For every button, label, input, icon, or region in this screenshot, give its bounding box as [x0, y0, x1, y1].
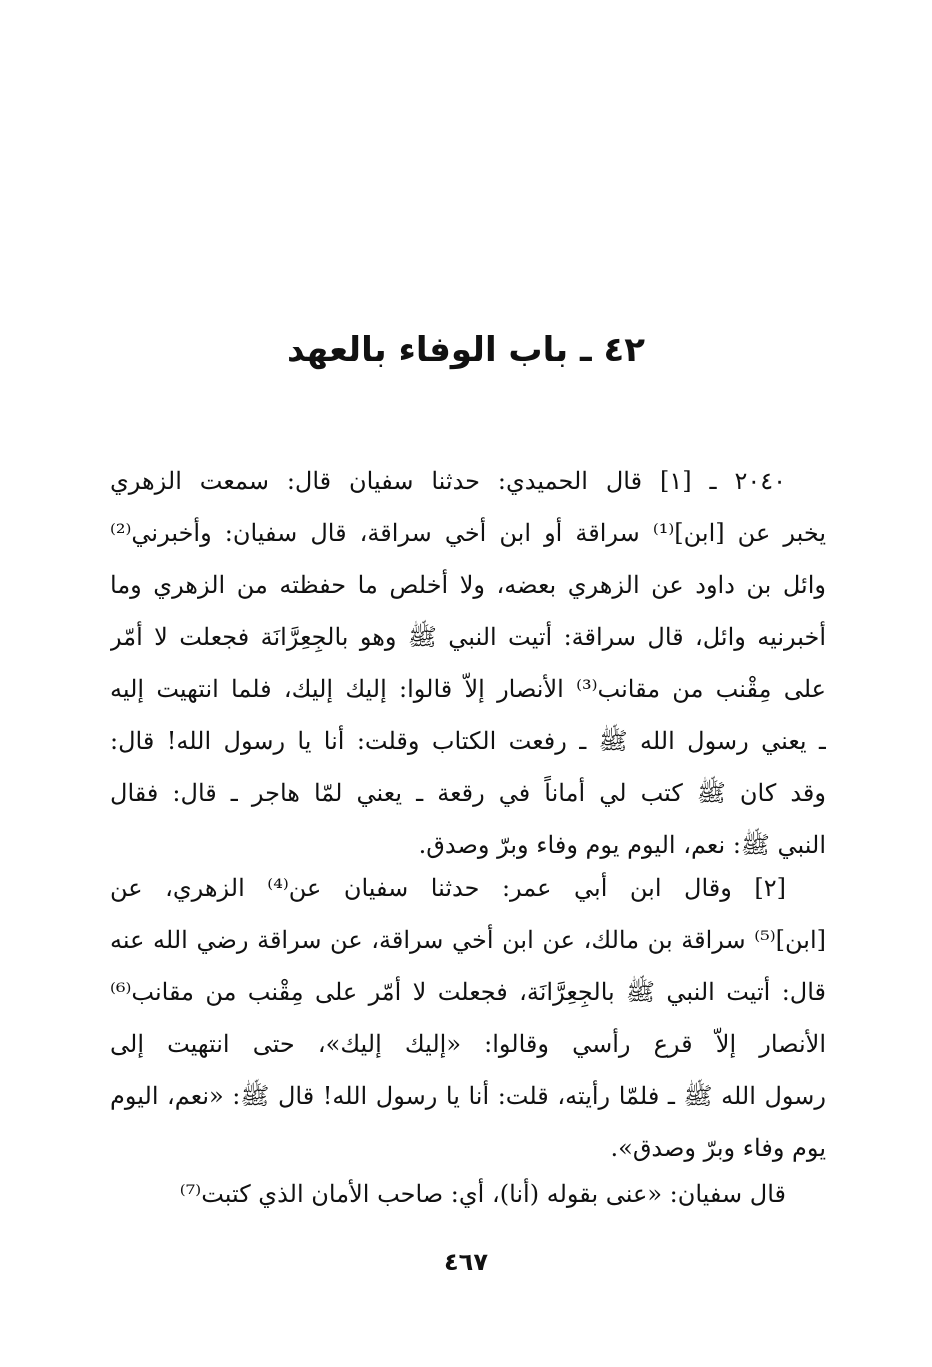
text-line: قال: أتيت النبي ﷺ بالجِعِرَّانَة، فجعلت لا أمّر على مِقْنب من مقانب⁽⁶⁾ [110, 978, 826, 1006]
text-line: [٢] وقال ابن أبي عمر: حدثنا سفيان عن⁽⁴⁾ الزهري، عن [110, 874, 786, 902]
hadith-paragraph-3 [110, 1168, 826, 1220]
text-line: على مِقْنب من مقانب⁽³⁾ الأنصار إلاّ قالوا: إليك إليك، فلما انتهيت إليه [110, 675, 826, 703]
text-line: يوم وفاء وبرّ وصدق». [610, 1134, 826, 1162]
text-line: وائل بن داود عن الزهري بعضه، ولا أخلص ما حفظته من الزهري وما [110, 571, 826, 599]
text-line: النبي ﷺ: نعم، اليوم يوم وفاء وبرّ وصدق. [418, 831, 826, 859]
text-line: ٢٠٤٠ ـ [١] قال الحميدي: حدثنا سفيان قال: سمعت الزهري [110, 467, 786, 495]
text-line: الأنصار إلاّ قرع رأسي وقالوا: «إليك إليك»، حتى انتهيت إلى [110, 1030, 826, 1058]
chapter-title: ٤٢ ـ باب الوفاء بالعهد [287, 330, 645, 370]
text-line: ـ يعني رسول الله ﷺ ـ رفعت الكتاب وقلت: أنا يا رسول الله! قال: [110, 727, 826, 755]
text-line: قال سفيان: «عنى بقوله (أنا)، أي: صاحب الأمان الذي كتبت⁽⁷⁾ [179, 1180, 786, 1208]
hadith-paragraph-2 [110, 862, 826, 1174]
text-line: أخبرنيه وائل، قال سراقة: أتيت النبي ﷺ وهو بالجِعِرَّانَة فجعلت لا أمّر [110, 623, 826, 651]
text-line: وقد كان ﷺ كتب لي أماناً في رقعة ـ يعني لمّا هاجر ـ قال: فقال [110, 779, 826, 807]
page-number: ٤٦٧ [444, 1248, 488, 1276]
text-line: رسول الله ﷺ ـ فلمّا رأيته، قلت: أنا يا رسول الله! قال ﷺ: «نعم، اليوم [110, 1082, 826, 1110]
text-line: [ابن]⁽⁵⁾ سراقة بن مالك، عن ابن أخي سراقة، عن سراقة رضي الله عنه [110, 926, 826, 954]
text-line: يخبر عن [ابن]⁽¹⁾ سراقة أو ابن أخي سراقة، قال سفيان: وأخبرني⁽²⁾ [110, 519, 826, 547]
hadith-paragraph-1 [110, 455, 826, 871]
